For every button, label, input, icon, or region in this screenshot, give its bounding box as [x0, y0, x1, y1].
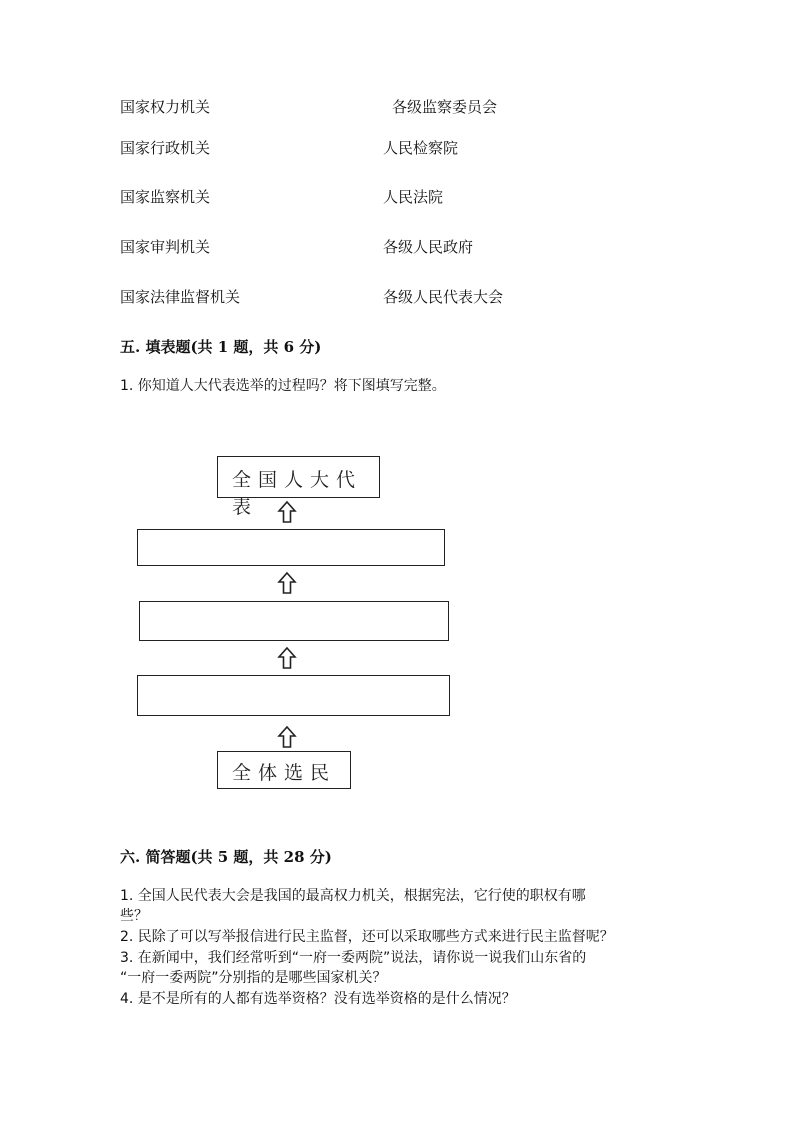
right-item-3: 人民法院 [383, 188, 444, 206]
top-box [217, 456, 380, 518]
section-5-question: 1. 你知道人大代表选举的过程吗？将下图填写完整。 [120, 378, 446, 394]
right-item-2: 人民检察院 [383, 139, 459, 157]
question-1-line-1: 1. 全国人民代表大会是我国的最高权力机关，根据宪法，它行使的职权有哪 [120, 888, 586, 904]
right-item-5: 各级人民代表大会 [383, 288, 504, 306]
bottom-box [217, 751, 351, 789]
section-6-title: 六. 简答题(共 5 题，共 28 分) [120, 848, 332, 866]
up-arrow-icon [277, 500, 297, 524]
question-2: 2. 民除了可以写举报信进行民主监督，还可以采取哪些方式来进行民主监督呢？ [120, 929, 614, 945]
left-item-4: 国家审判机关 [120, 238, 211, 256]
question-3-line-1: 3. 在新闻中，我们经常听到“一府一委两院”说法，请你说一说我们山东省的 [120, 950, 587, 966]
right-item-4: 各级人民政府 [383, 238, 474, 256]
top-box-label: 全国人大代表 [232, 469, 363, 518]
up-arrow-icon [277, 646, 297, 670]
bottom-box-label: 全体选民 [232, 762, 337, 784]
blank-box-1[interactable] [137, 529, 445, 566]
question-3-line-2: “一府一委两院”分别指的是哪些国家机关？ [120, 970, 387, 986]
question-1-line-2: 些？ [120, 908, 148, 924]
blank-box-3[interactable] [137, 675, 450, 716]
up-arrow-icon [277, 571, 297, 595]
left-item-3: 国家监察机关 [120, 188, 211, 206]
up-arrow-icon [277, 725, 297, 749]
left-item-2: 国家行政机关 [120, 139, 211, 157]
section-5-title: 五. 填表题(共 1 题，共 6 分) [120, 338, 322, 356]
blank-box-2[interactable] [139, 601, 449, 641]
question-4: 4. 是不是所有的人都有选举资格？没有选举资格的是什么情况？ [120, 991, 516, 1007]
left-item-5: 国家法律监督机关 [120, 288, 241, 306]
right-item-1: 各级监察委员会 [392, 98, 498, 116]
left-item-1: 国家权力机关 [120, 98, 211, 116]
